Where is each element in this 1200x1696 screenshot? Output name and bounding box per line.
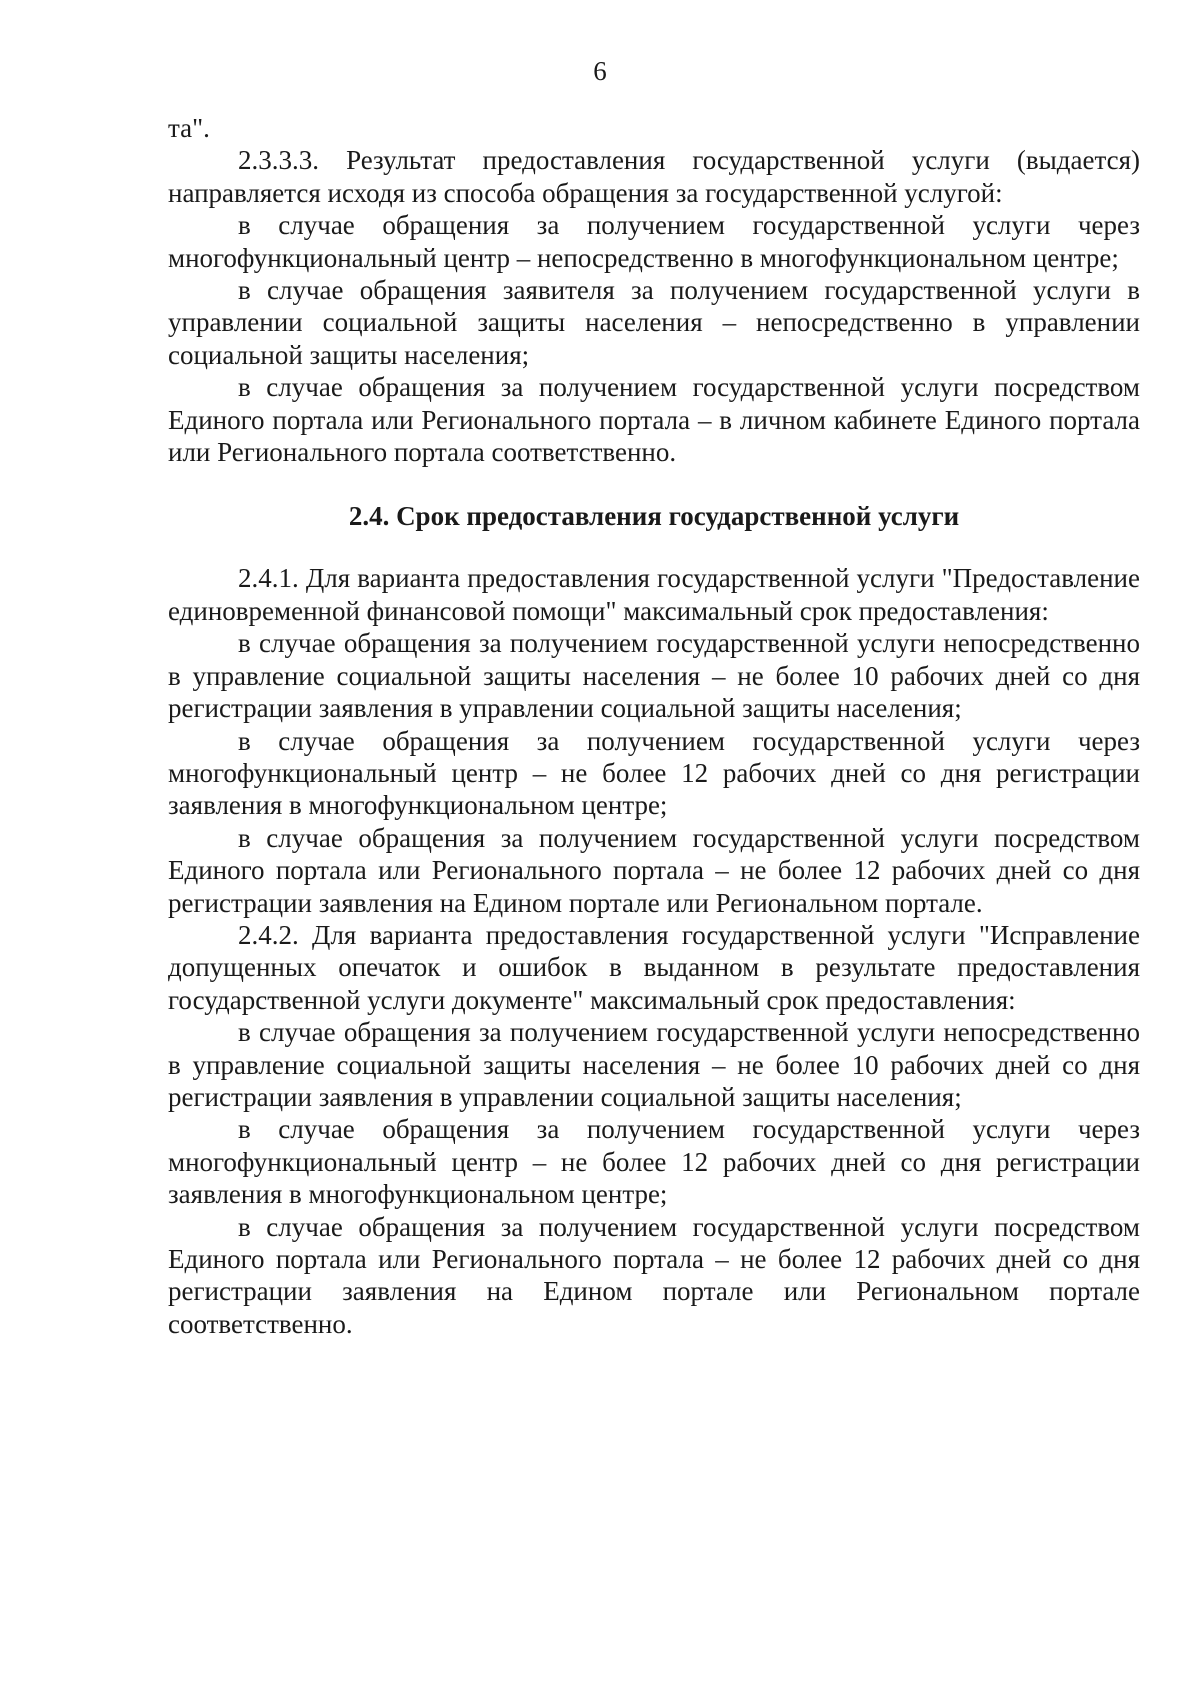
paragraph-2-4-1: 2.4.1. Для варианта предоставления государственной услуги "Предоставление единовременной финансовой помощи" максимальный срок предоставления:: [168, 563, 1140, 626]
paragraph-2-4-1-uszn: в случае обращения за получением государственной услуги непосредственно в управление социальной защиты населения – не более 10 рабочих дней со дня регистрации заявления в управлении социальной защиты населения;: [168, 628, 1140, 724]
paragraph-2-4-1-portal: в случае обращения за получением государственной услуги посредством Единого портала или Регионального портала – не более 12 рабочих дней со дня регистрации заявления на Едином портале или Региональном портале.: [168, 822, 1140, 918]
page-number: 6: [593, 56, 607, 86]
document-body: [168, 112, 1140, 1340]
paragraph-result-portal: в случае обращения за получением государственной услуги посредством Единого портала или Регионального портала – в личном кабинете Единого портала или Регионального портала соответственно.: [168, 372, 1140, 468]
section-heading-2-4: 2.4. Срок предоставления государственной услуги: [348, 501, 960, 532]
paragraph-result-mfc: в случае обращения за получением государственной услуги через многофункциональный центр – непосредственно в многофункциональном центре;: [168, 210, 1140, 273]
paragraph-2-3-3-3: 2.3.3.3. Результат предоставления государственной услуги (выдается) направляется исходя из способа обращения за государственной услугой:: [168, 145, 1140, 208]
paragraph-continuation: та".: [168, 113, 210, 143]
paragraph-2-4-2-portal: в случае обращения за получением государственной услуги посредством Единого портала или Регионального портала – не более 12 рабочих дней со дня регистрации заявления на Едином портале или Региональном портале соответственно.: [168, 1211, 1140, 1339]
paragraph-2-4-1-mfc: в случае обращения за получением государственной услуги через многофункциональный центр – не более 12 рабочих дней со дня регистрации заявления в многофункциональном центре;: [168, 725, 1140, 821]
paragraph-2-4-2-mfc: в случае обращения за получением государственной услуги через многофункциональный центр – не более 12 рабочих дней со дня регистрации заявления в многофункциональном центре;: [168, 1114, 1140, 1210]
paragraph-2-4-2-uszn: в случае обращения за получением государственной услуги непосредственно в управление социальной защиты населения – не более 10 рабочих дней со дня регистрации заявления в управлении социальной защиты населения;: [168, 1017, 1140, 1112]
paragraph-result-uszn: в случае обращения заявителя за получением государственной услуги в управлении социальной защиты населения – непосредственно в управлении социальной защиты населения;: [168, 275, 1140, 370]
paragraph-2-4-2: 2.4.2. Для варианта предоставления государственной услуги "Исправление допущенных опечаток и ошибок в выданном в результате предоставления государственной услуги документе" максимальный срок предоставления:: [168, 919, 1140, 1015]
